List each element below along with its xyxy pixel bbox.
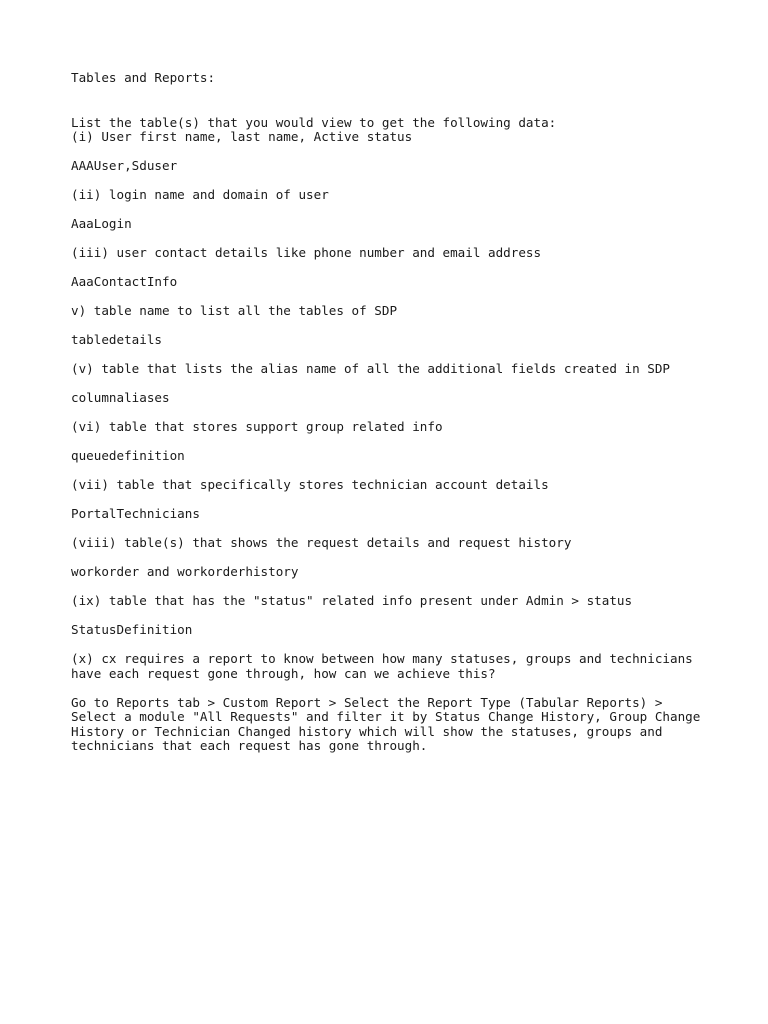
- answer-10-line-4: technicians that each request has gone through.: [71, 738, 428, 753]
- answer-10-line-1: Go to Reports tab > Custom Report > Select the Report Type (Tabular Reports) >: [71, 694, 663, 710]
- question-5: (v) table that lists the alias name of all the additional fields created in SDP: [71, 361, 670, 376]
- answer-1: AAAUser,Sduser: [71, 158, 178, 173]
- question-10-line-1: (x) cx requires a report to know between how many statuses, groups and technicians: [71, 651, 693, 666]
- answer-6: queuedefinition: [71, 448, 185, 463]
- question-6: (vi) table that stores support group related info: [71, 419, 443, 434]
- question-7: (vii) table that specifically stores technician account details: [71, 477, 549, 492]
- question-10-line-2: have each request gone through, how can we achieve this?: [71, 665, 496, 681]
- question-2: (ii) login name and domain of user: [71, 187, 329, 202]
- answer-7: PortalTechnicians: [71, 506, 200, 521]
- answer-10-line-2: Select a module "All Requests" and filter it by Status Change History, Group Change: [71, 709, 701, 724]
- intro-text: List the table(s) that you would view to get the following data:: [71, 114, 557, 130]
- answer-5: columnaliases: [71, 390, 170, 405]
- question-3: (iii) user contact details like phone number and email address: [71, 245, 542, 260]
- answer-2: AaaLogin: [71, 216, 132, 231]
- question-4: v) table name to list all the tables of SDP: [71, 303, 398, 318]
- answer-4: tabledetails: [71, 332, 162, 347]
- answer-10: [71, 696, 711, 754]
- document-heading: Tables and Reports:: [71, 70, 216, 85]
- question-9: (ix) table that has the "status" related info present under Admin > status: [71, 593, 633, 608]
- answer-8: workorder and workorderhistory: [71, 564, 299, 579]
- question-1: (i) User first name, last name, Active status: [71, 129, 413, 144]
- answer-9: StatusDefinition: [71, 622, 193, 637]
- question-10: [71, 652, 711, 681]
- answer-10-line-3: History or Technician Changed history which will show the statuses, groups and: [71, 723, 663, 739]
- document-page: [71, 71, 711, 754]
- question-8: (viii) table(s) that shows the request details and request history: [71, 535, 572, 550]
- answer-3: AaaContactInfo: [71, 274, 178, 289]
